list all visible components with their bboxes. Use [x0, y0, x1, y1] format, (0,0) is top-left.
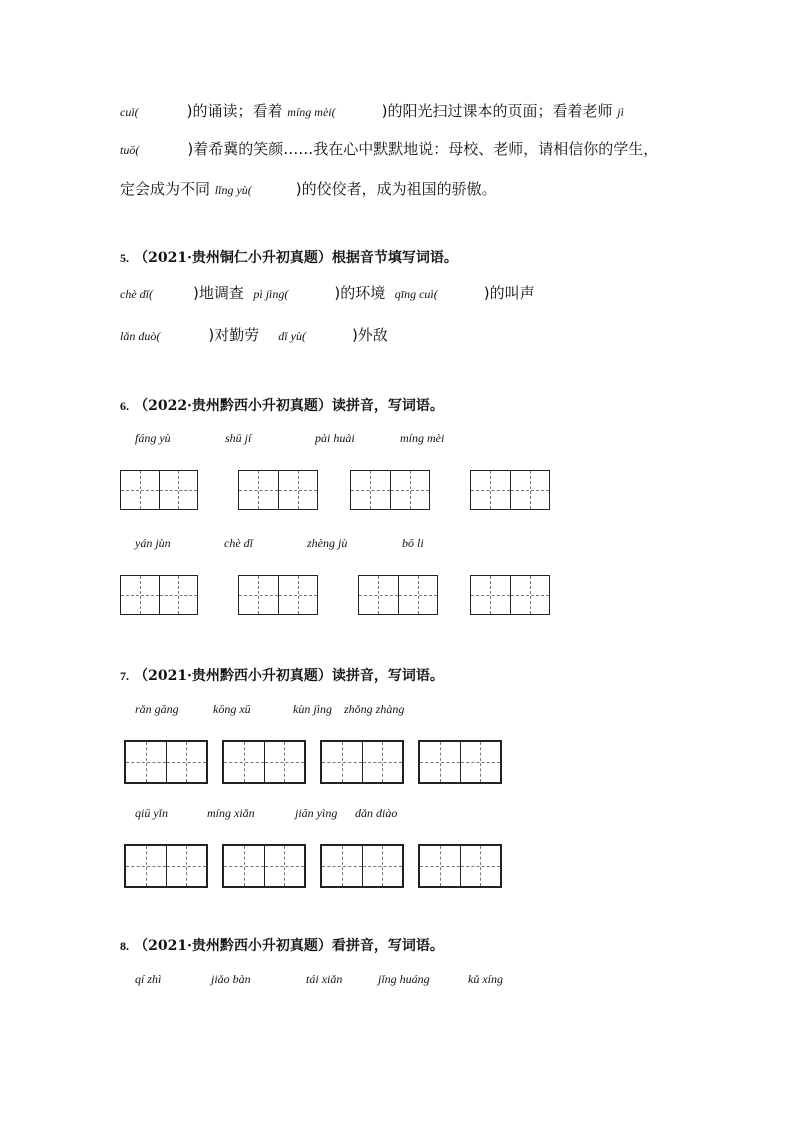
pinyin-label: kōng xū — [213, 702, 251, 716]
pinyin-prompt: lǐng yù( — [214, 183, 252, 197]
passage-text: )的阳光扫过课本的页面；看着老师 — [381, 102, 618, 120]
question-8-heading: 8. （2021·贵州黔西小升初真题）看拼音，写词语。 — [120, 938, 444, 954]
q8-pinyin-row-1 — [0, 972, 794, 988]
writing-grid[interactable] — [320, 740, 404, 784]
pinyin-label: qí zhì — [135, 972, 162, 986]
pinyin-prompt: qīng cuì( — [394, 287, 438, 301]
writing-grid[interactable] — [320, 844, 404, 888]
question-title: （2021·贵州黔西小升初真题）看拼音，写词语。 — [134, 938, 444, 954]
q7-pinyin-row-1 — [0, 702, 794, 718]
pinyin-label: chè dǐ — [224, 536, 253, 550]
question-title: （2021·贵州黔西小升初真题）读拼音，写词语。 — [134, 668, 444, 684]
pinyin-label: míng xiǎn — [207, 806, 255, 820]
pinyin-label: tái xiǎn — [306, 972, 343, 986]
pinyin-label: qiū yǐn — [135, 806, 168, 820]
pinyin-prompt: pì jìng( — [253, 287, 289, 301]
answer-blank[interactable] — [438, 283, 484, 303]
pinyin-label: jiǎo bàn — [211, 972, 251, 986]
question-number: 5 — [120, 251, 126, 265]
pinyin-label: jǐng huáng — [378, 972, 430, 986]
question-title: （2022·贵州黔西小升初真题）读拼音，写词语。 — [134, 398, 444, 414]
writing-grid[interactable] — [238, 575, 318, 615]
answer-blank[interactable] — [252, 179, 296, 199]
passage-line-3 — [120, 179, 497, 200]
pinyin-label: bō li — [402, 536, 424, 550]
answer-blank[interactable] — [336, 101, 382, 121]
writing-grid[interactable] — [238, 470, 318, 510]
writing-grid[interactable] — [222, 844, 306, 888]
writing-grid[interactable] — [358, 575, 438, 615]
question-6-heading: 6. （2022·贵州黔西小升初真题）读拼音，写词语。 — [120, 398, 444, 414]
passage-text: )地调查 — [192, 284, 254, 302]
answer-blank[interactable] — [139, 101, 187, 121]
answer-blank[interactable] — [153, 283, 193, 303]
pinyin-label: zhǒng zhàng — [344, 702, 405, 716]
question-number: 8 — [120, 939, 126, 953]
writing-grid[interactable] — [124, 740, 208, 784]
passage-text: )外敌 — [351, 326, 388, 344]
passage-text: 定会成为不同 — [120, 180, 215, 198]
pinyin-prompt: jì — [617, 105, 624, 119]
passage-text: )的诵读；看着 — [186, 102, 288, 120]
q7-pinyin-row-2 — [0, 806, 794, 822]
pinyin-prompt: cuì( — [120, 105, 139, 119]
writing-grid[interactable] — [124, 844, 208, 888]
passage-text: )对勤劳 — [208, 326, 279, 344]
pinyin-label: dǎn diào — [355, 806, 398, 820]
pinyin-prompt: lǎn duò( — [120, 329, 161, 343]
pinyin-label: kùn jìng — [293, 702, 332, 716]
writing-grid[interactable] — [470, 575, 550, 615]
q6-pinyin-row-1 — [0, 431, 794, 447]
pinyin-label: fáng yù — [135, 431, 171, 445]
question-5-heading: 5. （2021·贵州铜仁小升初真题）根据音节填写词语。 — [120, 250, 458, 266]
pinyin-label: zhèng jù — [307, 536, 348, 550]
writing-grid[interactable] — [470, 470, 550, 510]
pinyin-prompt: dǐ yù( — [278, 329, 306, 343]
passage-text: )的环境 — [334, 284, 395, 302]
passage-text: )着希冀的笑颜……我在心中默默地说：母校、老师，请相信你的学生， — [187, 140, 659, 158]
q5-row-1 — [120, 283, 535, 304]
pinyin-prompt: chè dǐ( — [120, 287, 153, 301]
writing-grid[interactable] — [418, 844, 502, 888]
pinyin-prompt: tuō( — [120, 143, 140, 157]
passage-line-1 — [120, 101, 624, 122]
pinyin-label: kǔ xíng — [468, 972, 503, 986]
question-title: （2021·贵州铜仁小升初真题）根据音节填写词语。 — [134, 250, 458, 266]
writing-grid[interactable] — [418, 740, 502, 784]
answer-blank[interactable] — [288, 283, 334, 303]
writing-grid[interactable] — [120, 470, 198, 510]
question-7-heading: 7. （2021·贵州黔西小升初真题）读拼音，写词语。 — [120, 668, 444, 684]
answer-blank[interactable] — [306, 325, 352, 345]
pinyin-prompt: míng mèi( — [287, 105, 336, 119]
writing-grid[interactable] — [222, 740, 306, 784]
answer-blank[interactable] — [139, 139, 187, 159]
writing-grid[interactable] — [120, 575, 198, 615]
passage-text: )的叫声 — [483, 284, 535, 302]
q6-pinyin-row-2 — [0, 536, 794, 552]
pinyin-label: shū jí — [225, 431, 252, 445]
passage-text: )的佼佼者，成为祖国的骄傲。 — [295, 180, 497, 198]
pinyin-label: rǎn gāng — [135, 702, 179, 716]
writing-grid[interactable] — [350, 470, 430, 510]
pinyin-label: yán jùn — [135, 536, 171, 550]
pinyin-label: pài huài — [315, 431, 355, 445]
question-number: 7 — [120, 669, 126, 683]
passage-line-2 — [120, 139, 658, 160]
answer-blank[interactable] — [160, 325, 208, 345]
pinyin-label: jiān yìng — [295, 806, 338, 820]
pinyin-label: míng mèi — [400, 431, 445, 445]
question-number: 6 — [120, 399, 126, 413]
q5-row-2 — [120, 325, 388, 346]
